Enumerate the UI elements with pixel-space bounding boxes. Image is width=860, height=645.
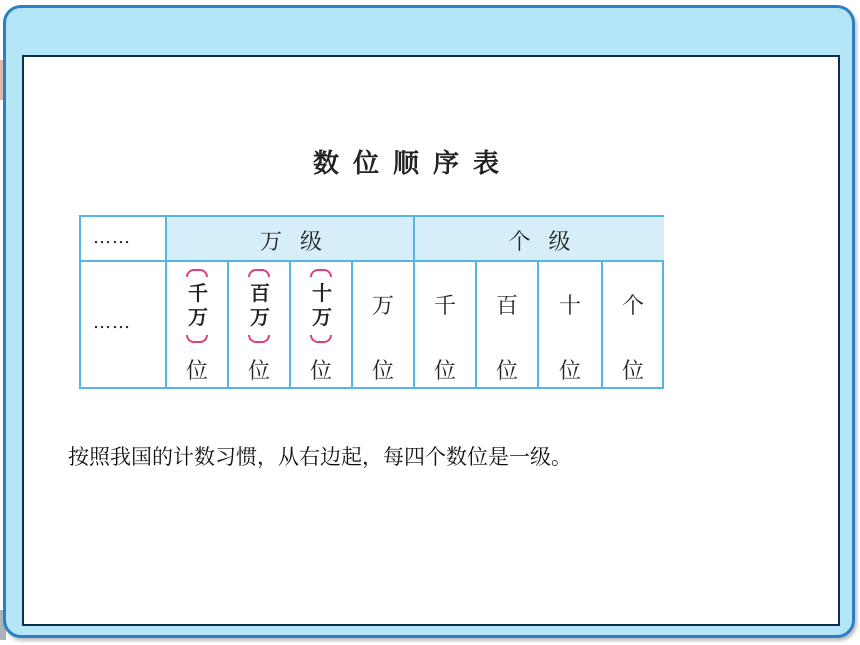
column-bai [476,261,538,387]
column-name: 千 [433,294,456,319]
highlight-arc [248,335,270,343]
explanation-text: 按照我国的计数习惯，从右边起，每四个数位是一级。 [68,445,572,469]
page-title: 数位顺序表 [312,149,513,179]
column-name: 十 [558,294,581,319]
highlight-arc [186,335,208,343]
highlight-arc [310,335,332,343]
column-unit: 位 [371,359,394,384]
group-label-wan: 万级 [259,230,340,255]
highlight-arc [248,269,270,277]
column-shiwan [290,261,352,387]
group-label-ge: 个级 [508,230,589,255]
column-name: 百 [495,294,518,319]
column-name: 千 万 [188,281,208,329]
column-ge [602,261,664,387]
column-unit: 位 [433,359,456,384]
place-value-table [79,215,664,389]
header-ellipsis: …… [93,227,131,248]
column-unit: 位 [621,359,644,384]
column-name: 万 [371,294,394,319]
column-unit: 位 [185,359,208,384]
column-qianwan [166,261,228,387]
highlight-arc [310,269,332,277]
column-wan [352,261,414,387]
column-name: 个 [621,294,644,319]
highlight-arc [186,269,208,277]
column-unit: 位 [309,359,332,384]
column-name: 百 万 [250,281,270,329]
column-qian [414,261,476,387]
column-name: 十 万 [312,281,332,329]
column-baiwan [228,261,290,387]
column-unit: 位 [495,359,518,384]
row-ellipsis: …… [93,312,131,333]
column-unit: 位 [558,359,581,384]
column-unit: 位 [247,359,270,384]
column-shi [538,261,602,387]
